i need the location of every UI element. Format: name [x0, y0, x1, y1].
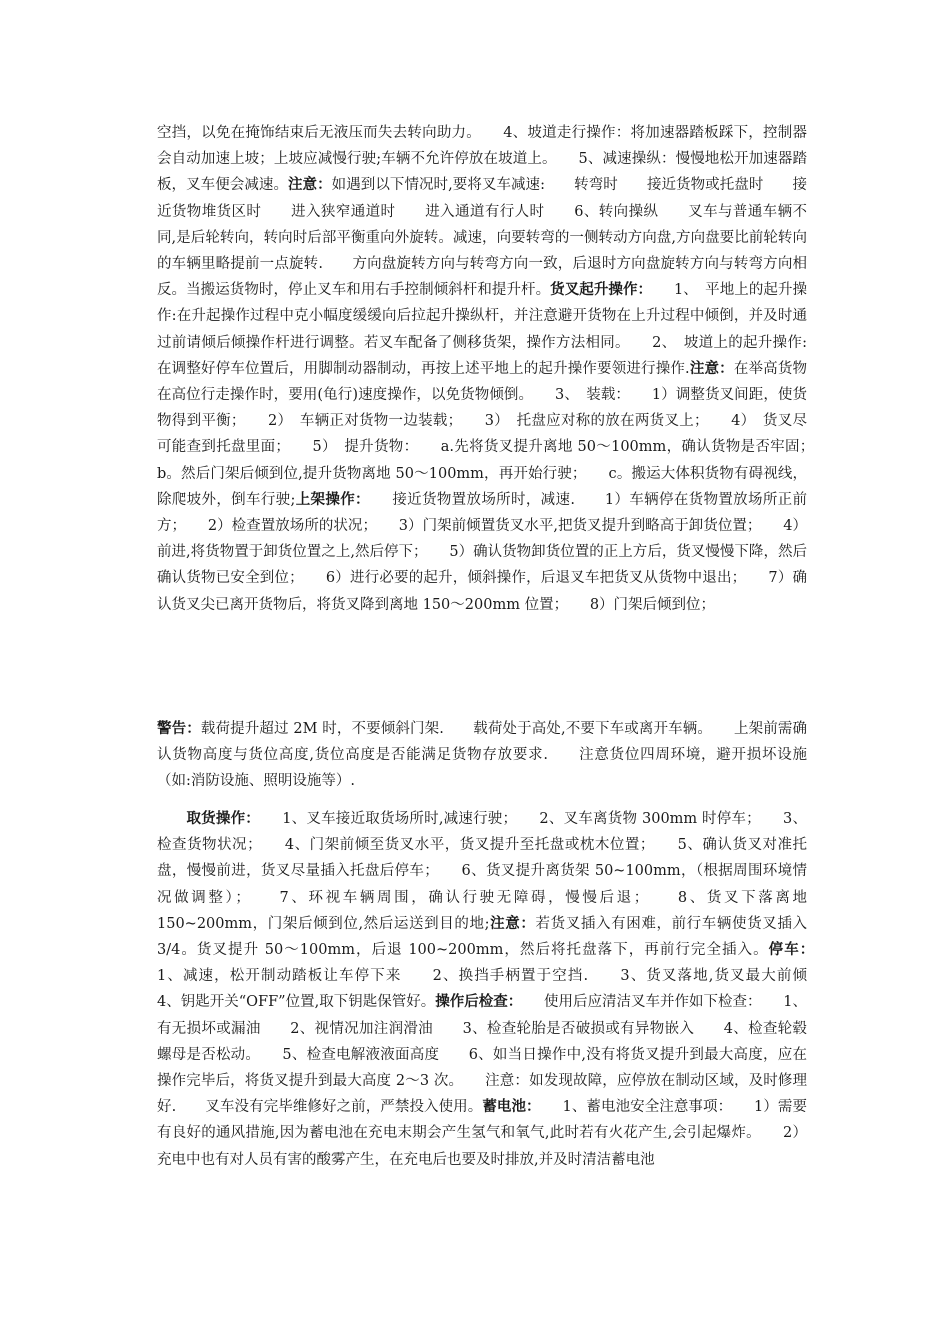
bold-heading: 操作后检查： — [435, 993, 515, 1011]
body-text: 1、减速，松开制动踏板让车停下来 2、换挡手柄置于空挡. 3、货叉落地,货叉最大前倾 4、钥匙开关“OFF”位置,取下钥匙保管好。 — [157, 942, 836, 1011]
paragraph-pickup-and-maintenance — [157, 806, 836, 1173]
body-text: 1、蓄电池安全注意事项： 1）需要有良好的通风措施,因为蓄电池在充电末期会产生氢气和氧气,此时若有火花产生,会引起爆炸。 2）充电中也有对人员有害的酸雾产生，在充电后也要及时排放,并及时清洁蓄电池 — [157, 1099, 808, 1168]
body-text: 在举高货物在高位行走操作时，要用(龟行)速度操作，以免货物倾倒。 3、 装载： 1）调整货叉间距，使货物得到平衡； 2） 车辆正对货物一边装载； 3） 托盘应对称的放在两货叉上； 4） 货叉尽可能查到托盘里面； 5） 提升货物： a.先将货叉提升离地 50～100mm，确认货物是否牢固； b。然后门架后倾到位,提升货物离地 50～100mm，再开始行驶； c。搬运大体积货物有碍视线，除爬坡外，倒车行驶; — [157, 360, 836, 508]
body-text: 载荷提升超过 2M 时，不要倾斜门架. 载荷处于高处,不要下车或离开车辆。 上架前需确认货物高度与货位高度,货位高度是否能满足货物存放要求. 注意货位四周环境，避开损坏设施（如:消防设施、照明设施等）. — [157, 721, 807, 790]
bold-heading: 警告： — [157, 720, 201, 737]
bold-heading: 蓄电池： — [482, 1098, 534, 1116]
bold-heading: 取货操作： — [186, 810, 253, 827]
body-text: 空挡，以免在掩饰结束后无液压而失去转向助力。 4、坡道走行操作：将加速器踏板踩下，控制器会自动加速上坡；上坡应减慢行驶;车辆不允许停放在坡道上。 5、减速操纵：慢慢地松开加速器踏板，叉车便会减速。 — [157, 125, 807, 194]
body-text: 1、叉车接近取货场所时,减速行驶； 2、叉车离货物 300mm 时停车； 3、检查货物状况； 4、门架前倾至货叉水平，货叉提升至托盘或枕木位置； 5、确认货叉对准托盘，慢慢前进，货叉尽量插入托盘后停车； 6、货叉提升离货架 50~100mm，（根据周围环境情况做调整）； 7、环视车辆周围，确认行驶无障碍，慢慢后退； 8、货叉下落离地 150~200mm，门架后倾到位,然后运送到目的地; — [157, 811, 807, 932]
bold-heading: 注意： — [689, 359, 734, 377]
bold-heading: 货叉起升操作： — [550, 281, 645, 299]
body-text: 若货叉插入有困难，前行车辆使货叉插入 3/4。货叉提升 50～100mm，后退 100~200mm，然后将托盘落下，再前行完全插入。 — [157, 915, 808, 959]
paragraph-warning — [157, 716, 807, 795]
bold-heading: 注意： — [489, 914, 536, 932]
bold-heading: 停车： — [768, 941, 807, 959]
body-text: 1、 平地上的起升操作:在升起操作过程中克小幅度缓缓向后拉起升操纵杆，并注意避开货物在上升过程中倾倒，并及时通过前请倾后倾操作杆进行调整。若叉车配备了侧移货架，操作方法相同。 2、 坡道上的起升操作:在调整好停车位置后，用脚制动器制动，再按上述平地上的起升操作要领进行操作. — [157, 282, 808, 377]
bold-heading: 上架操作： — [295, 490, 363, 508]
body-text: 使用后应清洁叉车并作如下检查： 1、有无损坏或漏油 2、视情况加注润滑油 3、检查轮胎是否破损或有异物嵌入 4、检查轮毂螺母是否松动。 5、检查电解液液面高度 6、如当日操作中,没有将货叉提升到最大高度，应在操作完毕后，将货叉提升到最大高度 2～3 次。 注意：如发现故障，应停放在制动区域，及时修理好. 叉车没有完毕维修好之前，严禁投入使用。 — [157, 994, 808, 1116]
paragraph-driving-and-lifting — [157, 120, 836, 618]
body-text: 接近货物置放场所时，减速. 1）车辆停在货物置放场所正前方； 2）检查置放场所的状况； 3）门架前倾置货叉水平,把货叉提升到略高于卸货位置； 4）前进,将货物置于卸货位置之上,然后停下； 5）确认货物卸货位置的正上方后，货叉慢慢下降，然后确认货物已安全到位； 6）进行必要的起升，倾斜操作，后退叉车把货叉从货物中退出； 7）确认货叉尖已离开货物后，将货叉降到离地 150～200mm 位置； 8）门架后倾到位； — [157, 491, 807, 613]
bold-heading: 注意： — [288, 176, 332, 194]
body-text — [157, 811, 186, 827]
body-text: 如遇到以下情况时,要将叉车减速: 转弯时 接近货物或托盘时 接近货物堆货区时 进入狭窄通道时 进入通道有行人时 6、转向操纵 叉车与普通车辆不同,是后轮转向，转向时后部平衡重向外旋转。减速，向要转弯的一侧转动方向盘,方向盘要比前轮转向的车辆里略提前一点旋转. 方向盘旋转方向与转弯方向一致，后退时方向盘旋转方向与转弯方向相反。当搬运货物时，停止叉车和用右手控制倾斜杆和提升杆。 — [157, 177, 807, 299]
